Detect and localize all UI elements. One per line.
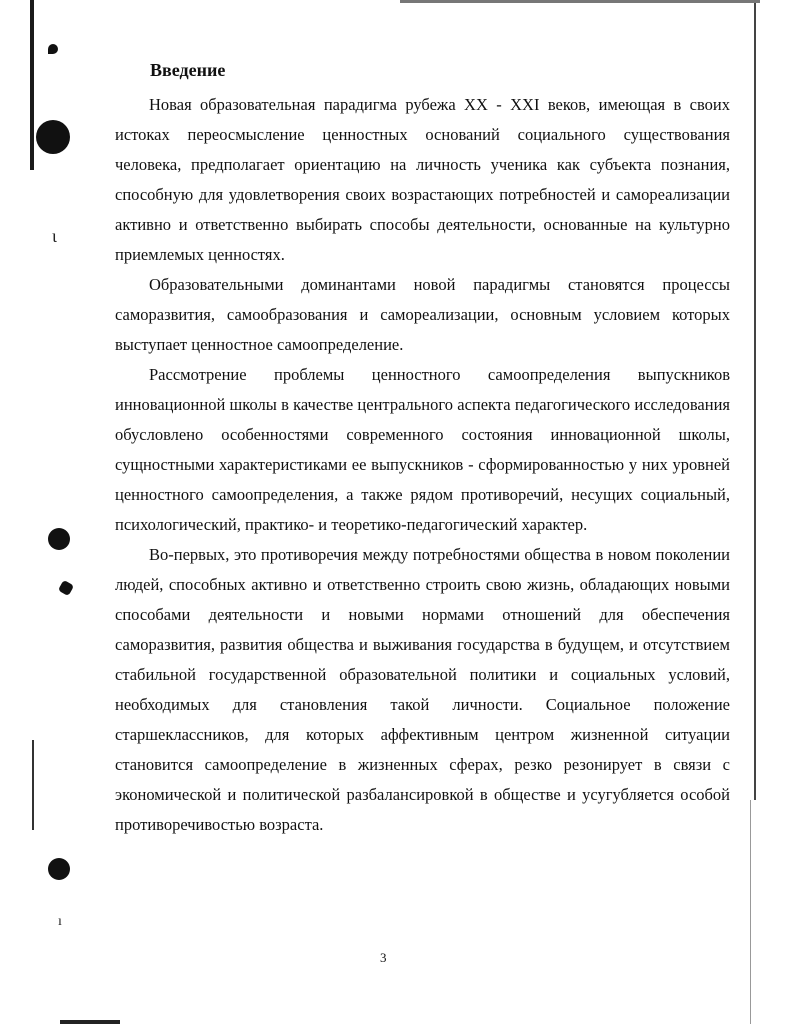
paragraph-3: Рассмотрение проблемы ценностного самоопределения выпускников инновационной школы в качестве центрального аспекта педагогического исследования обусловлено особенностями современного состояния инновационной школы, сущностными характеристиками ее выпускников - сформированностью у них уровней ценностного самоопределения, а также рядом противоречий, несущих социальный, психологический, практико- и теоретико-педагогический характер.	[115, 365, 730, 534]
punch-hole	[48, 858, 70, 880]
document-body	[115, 90, 730, 840]
page-number: 3	[380, 950, 387, 965]
scan-edge-top	[400, 0, 760, 3]
paragraph-4: Во-первых, это противоречия между потребностями общества в новом поколении людей, способных активно и ответственно строить свою жизнь, обладающих новыми способами деятельности и новыми нормами отношений для обеспечения саморазвития, развития общества и выживания государства в будущем, и отсутствием стабильной государственной образовательной политики и социальных условий, необходимых для становления такой личности. Социальное положение старшеклассников, для которых аффективным центром жизненной ситуации становится самоопределение в жизненных сферах, резко резонирует в связи с экономической и политической разбалансировкой в обществе и усугубляется особой противоречивостью возраста.	[115, 545, 730, 834]
punch-hole	[36, 120, 70, 154]
page-title: Введение	[150, 60, 226, 80]
scan-edge-left	[30, 0, 34, 170]
punch-hole-mark	[48, 44, 58, 54]
scan-artifact: ı	[58, 914, 62, 929]
punch-hole	[48, 528, 70, 550]
scan-edge-right-lower	[750, 800, 751, 1024]
punch-hole-mark	[58, 580, 74, 596]
paragraph-2: Образовательными доминантами новой парадигмы становятся процессы саморазвития, самообразования и самореализации, основным условием которых выступает ценностное самоопределение.	[115, 275, 730, 354]
scan-edge-right	[754, 0, 756, 800]
paragraph-1: Новая образовательная парадигма рубежа XX - XXI веков, имеющая в своих истоках переосмысление ценностных оснований социального существования человека, предполагает ориентацию на личность ученика как субъекта познания, способную для удовлетворения своих возрастающих потребностей и самореализации активно и ответственно выбирать способы деятельности, основанные на культурно приемлемых ценностях.	[115, 95, 730, 264]
scan-edge-left-lower	[32, 740, 34, 830]
scan-artifact: ι	[52, 226, 57, 246]
scan-edge-bottom	[60, 1020, 120, 1024]
